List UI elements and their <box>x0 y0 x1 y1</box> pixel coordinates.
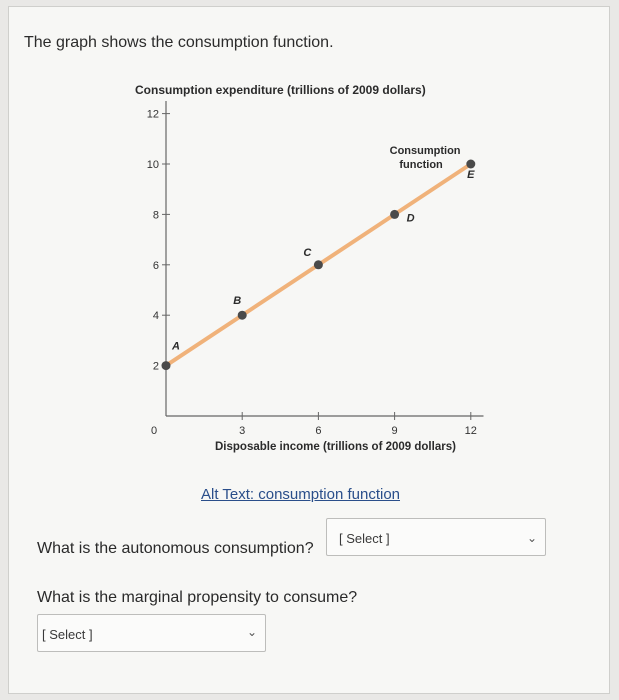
consumption-chart <box>120 76 490 466</box>
autonomous-consumption-question: What is the autonomous consumption? <box>37 540 314 557</box>
chevron-down-icon: ⌄ <box>526 531 537 545</box>
point-label-d: D <box>406 212 415 225</box>
data-point-c <box>314 260 323 269</box>
select-placeholder: [ Select ] <box>339 531 390 546</box>
point-label-e: E <box>467 169 475 181</box>
data-point-e <box>466 160 475 169</box>
chevron-down-icon: ⌄ <box>246 625 257 639</box>
x-tick-label: 3 <box>239 425 246 437</box>
mpc-question: What is the marginal propensity to consume? <box>37 589 358 606</box>
data-point-a <box>162 361 171 370</box>
point-label-c: C <box>303 246 312 259</box>
x-tick-label: 6 <box>315 425 322 437</box>
data-point-d <box>390 210 399 219</box>
select-placeholder: [ Select ] <box>42 627 93 642</box>
x-tick-label: 9 <box>391 425 398 437</box>
line-label: function <box>399 158 443 171</box>
y-tick-label: 8 <box>152 209 159 222</box>
y-tick-label: 12 <box>146 108 159 121</box>
line-label: Consumption <box>389 144 461 157</box>
y-tick-label: 2 <box>152 360 159 373</box>
origin-label: 0 <box>150 425 158 437</box>
x-tick-label: 12 <box>464 425 477 437</box>
autonomous-consumption-select[interactable] <box>326 518 546 556</box>
point-label-b: B <box>233 295 242 308</box>
y-tick-label: 10 <box>146 159 159 171</box>
x-axis-label: Disposable income (trillions of 2009 dollars) <box>215 441 456 453</box>
data-point-b <box>238 311 247 320</box>
alt-text-link[interactable]: Alt Text: consumption function <box>201 486 400 503</box>
point-label-a: A <box>172 340 180 353</box>
y-tick-label: 6 <box>152 259 159 272</box>
chart-title: Consumption expenditure (trillions of 2009 dollars) <box>135 83 426 97</box>
intro-text: The graph shows the consumption function. <box>24 34 334 51</box>
mpc-select[interactable] <box>37 614 266 652</box>
y-tick-label: 4 <box>152 310 159 323</box>
chart-svg <box>120 76 490 466</box>
